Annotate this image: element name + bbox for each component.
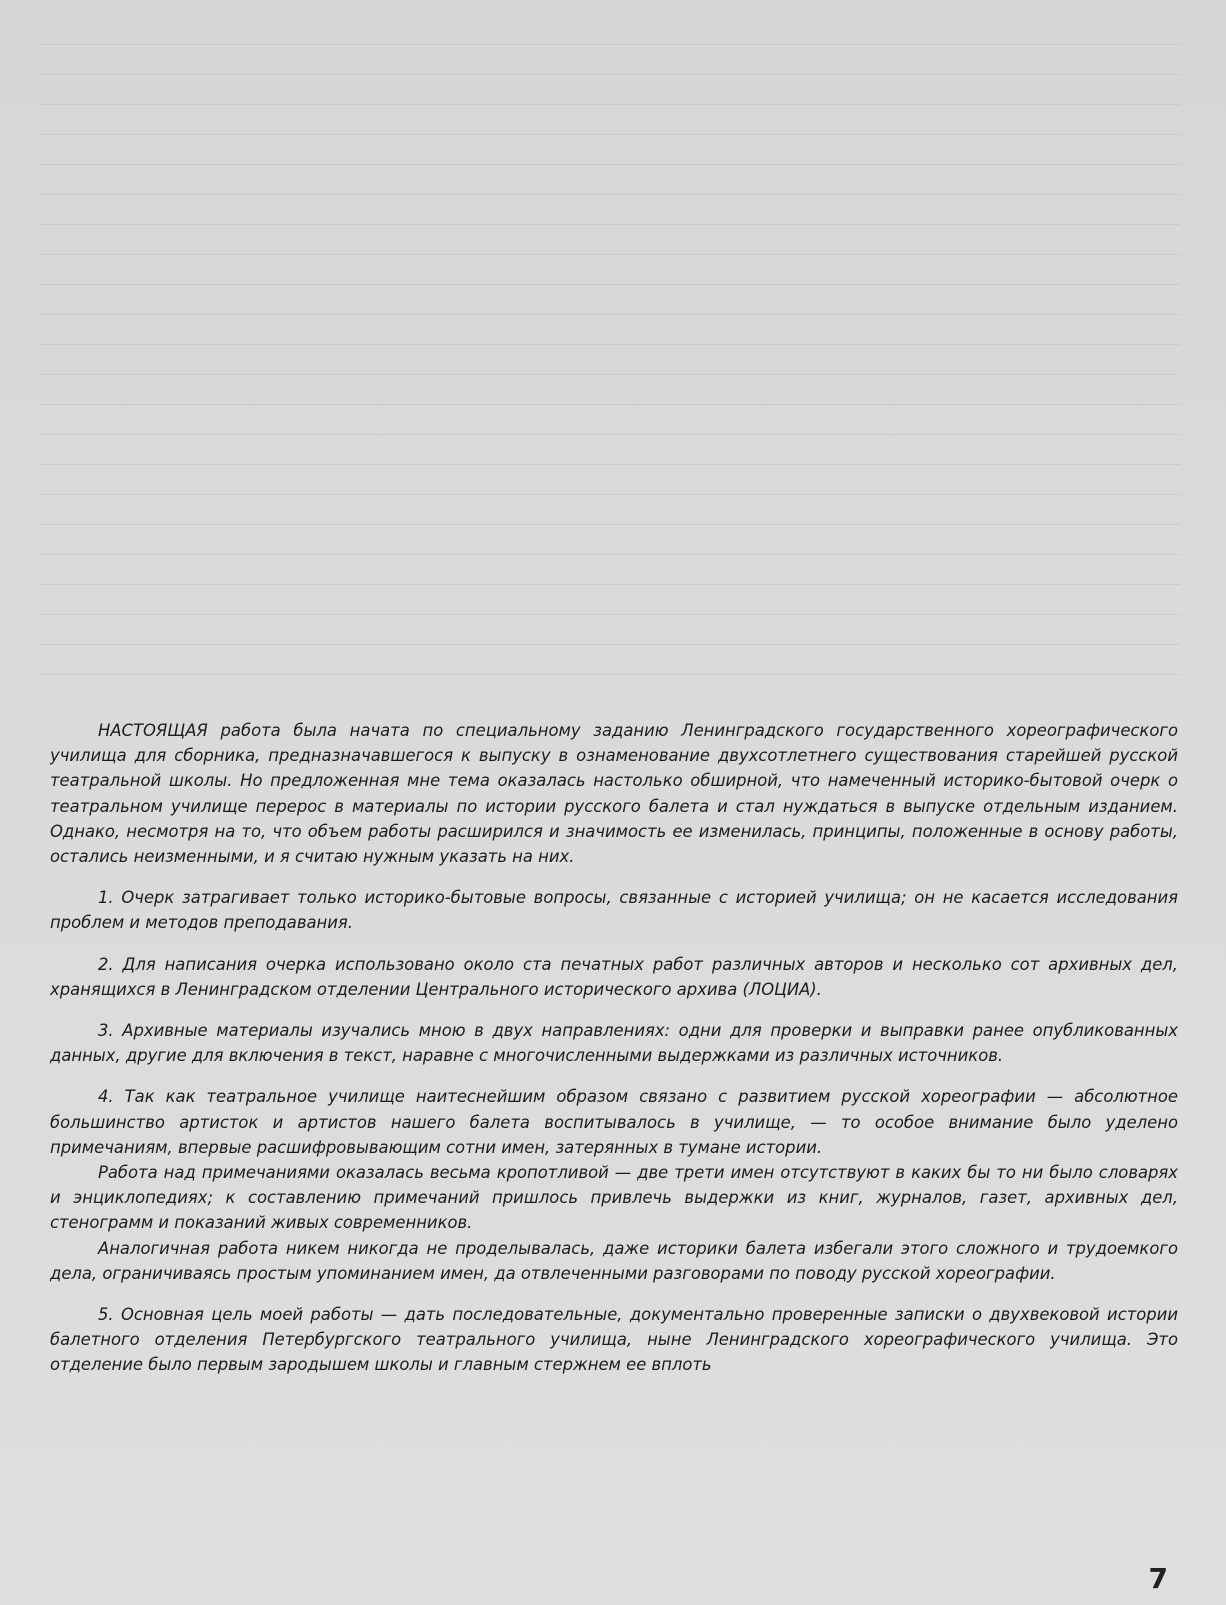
paragraph-4-notes: Работа над примечаниями оказалась весьма кропотливой — две трети имен отсутствуют в каких бы то ни было словарях и энциклопедиях; к составлению примечаний пришлось привлечь выдержки из книг, журналов, газет, архивных дел, стенограмм и показаний живых современников.	[50, 1163, 1178, 1233]
body-text	[50, 718, 1178, 1378]
paragraph-1: 1. Очерк затрагивает только историко-бытовые вопросы, связанные с историей училища; он не касается исследования проблем и методов преподавания.	[50, 888, 1178, 933]
paragraph-4: 4. Так как театральное училище наитеснейшим образом связано с развитием русской хореографии — абсолютное большинство артисток и артистов нашего балета воспитывалось в училище, — то особое внимание было уделено примечаниям, впервые расшифровывающим сотни имен, затерянных в тумане истории.	[50, 1087, 1178, 1157]
paragraph-2: 2. Для написания очерка использовано около ста печатных работ различных авторов и несколько сот архивных дел, хранящихся в Ленинградском отделении Центрального исторического архива (ЛОЦИА).	[50, 954, 1178, 999]
paragraph-intro: НАСТОЯЩАЯ работа была начата по специальному заданию Ленинградского государственного хореографического училища для сборника, предназначавшегося к выпуску в ознаменование двухсотлетнего существования старейшей русской театральной школы. Но предложенная мне тема оказалась настолько обширной, что намеченный историко-бытовой очерк о театральном училище перерос в материалы по истории русского балета и стал нуждаться в выпуске отдельным изданием. Однако, несмотря на то, что объем работы расширился и значимость ее изменилась, принципы, положенные в основу работы, остались неизменными, и я считаю нужным указать на них.	[50, 721, 1178, 867]
paragraph-4-analog: Аналогичная работа никем никогда не проделывалась, даже историки балета избегали этого сложного и трудоемкого дела, ограничиваясь простым упоминанием имен, да отвлеченными разговорами по поводу русской хореографии.	[50, 1238, 1178, 1283]
page-number: 7	[1148, 1562, 1168, 1595]
paragraph-3: 3. Архивные материалы изучались мною в двух направлениях: одни для проверки и выправки ранее опубликованных данных, другие для включения в текст, наравне с многочисленными выдержками из различных источников.	[50, 1021, 1178, 1066]
paragraph-5: 5. Основная цель моей работы — дать последовательные, документально проверенные записки о двухвековой истории балетного отделения Петербургского театрального училища, ныне Ленинградского хореографического училища. Это отделение было первым зародышем школы и главным стержнем ее вплоть	[50, 1305, 1178, 1375]
bleed-through-text	[40, 20, 1180, 700]
